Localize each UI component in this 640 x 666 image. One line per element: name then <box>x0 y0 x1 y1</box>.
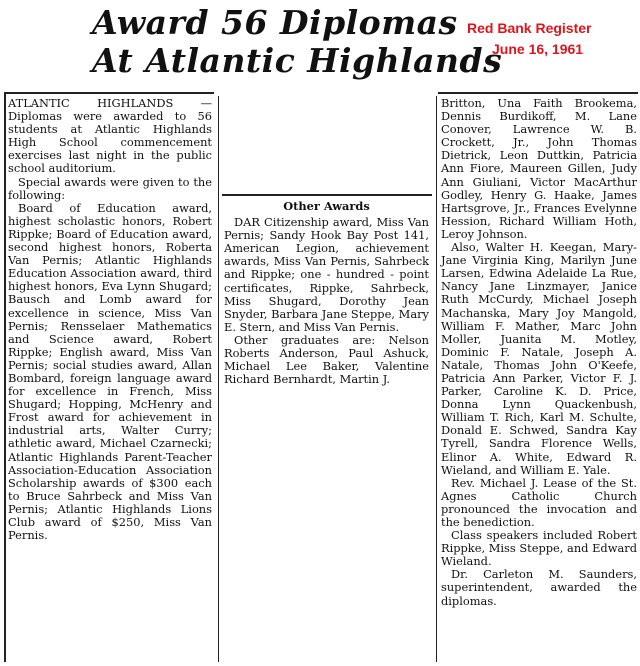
article-column-2 <box>224 200 429 386</box>
article-paragraph: Rev. Michael J. Lease of the St. Agnes Catholic Church pronounced the invocation and the benediction. <box>441 475 637 529</box>
column-rule-3 <box>436 96 437 662</box>
article-column-3 <box>441 97 637 608</box>
headline-line-2: At Atlantic Highlands <box>92 41 503 80</box>
article-paragraph: DAR Citizenship award, Miss Van Pernis; Sandy Hook Bay Post 141, American Legion, achievement awards, Miss Van Pernis, Sahrbeck and Rippke; one - hundred - point certificates, Rippke, Sahrbeck, Miss Shugard, Dorothy Jean Snyder, Barbara Jane Steppe, Mary E. Stern, and Miss Van Pernis. <box>224 215 429 334</box>
article-paragraph: Special awards were given to the following: <box>8 174 212 202</box>
article-paragraph: Board of Education award, highest scholastic honors, Robert Rippke; Board of Education award, second highest honors, Roberta Van Pernis; Atlantic Highlands Education Association award, third highest honors, Eva Lynn Shugard; Bausch and Lomb award for excellence in science, Miss Van Pernis; Rensselaer Mathematics and Science award, Robert Rippke; English award, Miss Van Pernis; social studies award, Allan Bombard, foreign language award for excellence in French, Miss Shugard; Hopping, McHenry and Frost award for achievement in industrial arts, Walter Curry; athletic award, Michael Czarnecki; Atlantic Highlands Parent-Teacher Association-Education Association Scholarship awards of $300 each to Bruce Sahrbeck and Miss Van Pernis; Atlantic Highlands Lions Club award of $250, Miss Van Pernis. <box>8 200 212 543</box>
source-date: June 16, 1961 <box>492 41 584 57</box>
article-paragraph: Other graduates are: Nelson Roberts Anderson, Paul Ashuck, Michael Lee Baker, Valentine Richard Bernhardt, Martin J. <box>224 332 429 387</box>
article-paragraph: Also, Walter H. Keegan, Mary-Jane Virginia King, Marilyn June Larsen, Edwina Adelaide La Rue, Nancy Jane Linzmayer, Janice Ruth McCurdy, Michael Joseph Machanska, Mary Joy Mangold, William F. Mather, Marc John Moller, Juanita M. Motley, Dominic F. Natale, Joseph A. Natale, Thomas John O'Keefe, Patricia Ann Parker, Victor F. J. Parker, Caroline K. D. Price, Donna Lynn Quackenbush, William T. Rich, Karl M. Schulte, Donald E. Schwed, Sandra Kay Tyrell, Sandra Florence Wells, Elinor A. White, Edward R. Wieland, and William E. Yale. <box>441 240 637 477</box>
top-rule-right <box>438 92 638 94</box>
subhead-other-awards: Other Awards <box>283 199 370 213</box>
source-name: Red Bank Register <box>467 20 592 36</box>
article-paragraph: Britton, Una Faith Brookema, Dennis Burdikoff, M. Lane Conover, Lawrence W. B. Crockett, Jr., John Thomas Dietrick, Leon Duttkin, Patricia Ann Fiore, Maureen Gillen, Judy Ann Giuliani, Victor MacArthur Godley, Henry G. Haake, James Hartsgrove, Jr., Frances Evelynne Hession, Richard William Hoth, Leroy Johnson. <box>441 96 637 241</box>
column-rule-1 <box>4 92 6 662</box>
headline-line-1: Award 56 Diplomas <box>92 3 458 42</box>
lead-paragraph: ATLANTIC HIGHLANDS — Diplomas were awarded to 56 students at Atlantic Highlands High School commencement exercises last night in the public school auditorium. <box>8 96 212 176</box>
article-paragraph: Class speakers included Robert Rippke, Miss Steppe, and Edward Wieland. <box>441 528 637 569</box>
article-paragraph: Dr. Carleton M. Saunders, superintendent, awarded the diplomas. <box>441 567 637 608</box>
article-column-1 <box>8 97 212 542</box>
top-rule-middle <box>222 194 432 196</box>
top-rule-left <box>4 92 214 94</box>
column-rule-2 <box>218 96 219 662</box>
